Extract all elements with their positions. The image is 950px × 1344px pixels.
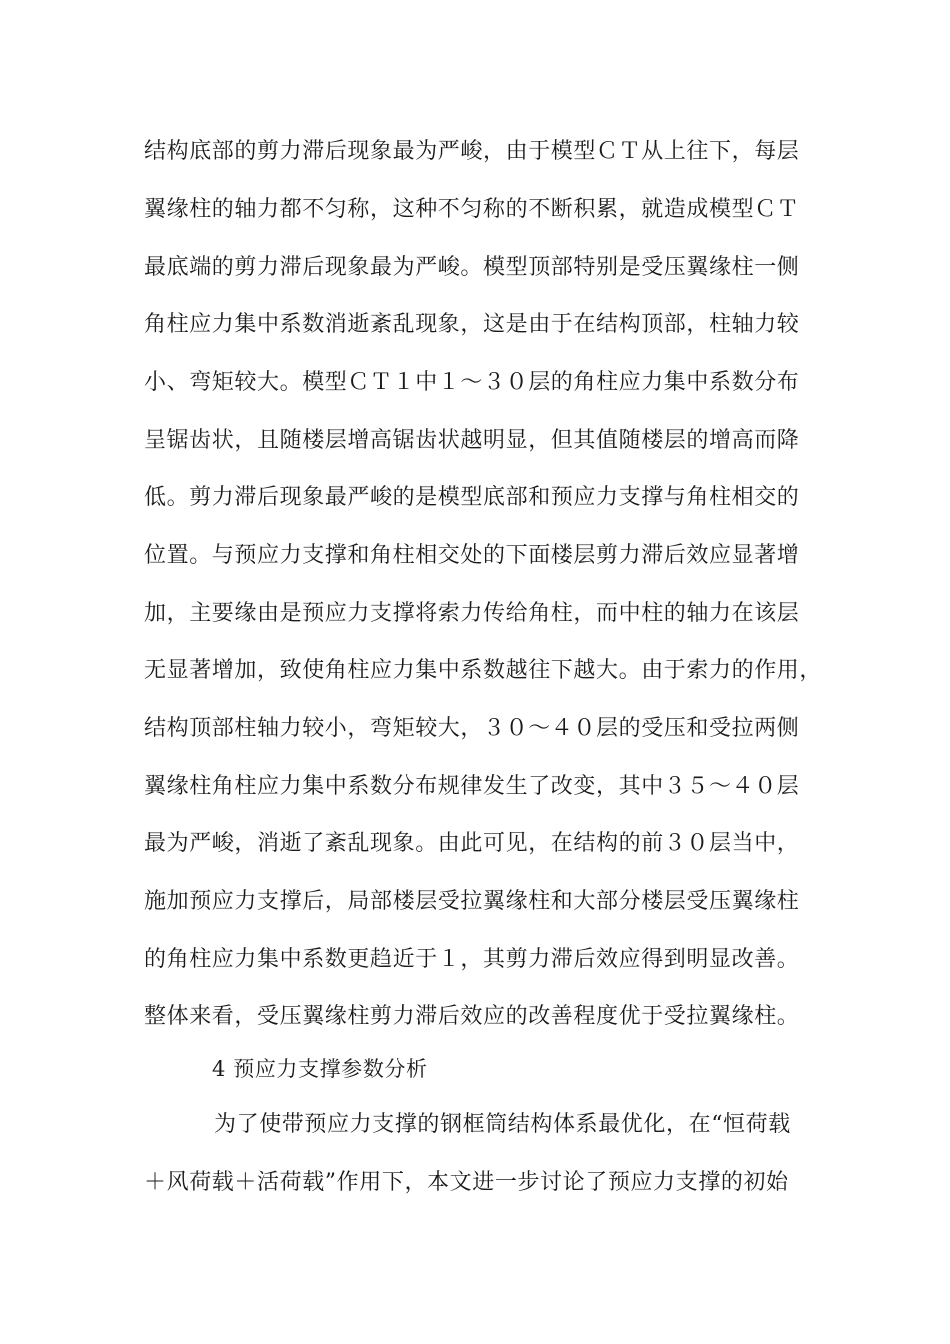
body-text-line: 整体来看，受压翼缘柱剪力滞后效应的改善程度优于受拉翼缘柱。 (144, 1004, 800, 1029)
body-text-line: 加，主要缘由是预应力支撑将索力传给角柱，而中柱的轴力在该层 (144, 601, 800, 626)
body-text-line: 小、弯矩较大。模型ＣＴ１中１～３０层的角柱应力集中系数分布 (144, 370, 800, 395)
body-text-line: 最底端的剪力滞后现象最为严峻。模型顶部特别是受压翼缘柱一侧 (144, 255, 800, 280)
body-text-line: 呈锯齿状，且随楼层增高锯齿状越明显，但其值随楼层的增高而降 (144, 428, 800, 453)
body-text-line: 施加预应力支撑后，局部楼层受拉翼缘柱和大部分楼层受压翼缘柱 (144, 889, 800, 914)
body-text-line: 结构顶部柱轴力较小，弯矩较大，３０～４０层的受压和受拉两侧 (144, 716, 800, 741)
body-text-line: 最为严峻，消逝了紊乱现象。由此可见，在结构的前３０层当中， (144, 831, 800, 856)
body-text-line: ＋风荷载＋活荷载”作用下，本文进一步讨论了预应力支撑的初始 (144, 1170, 789, 1195)
body-text-line: 的角柱应力集中系数更趋近于１，其剪力滞后效应得到明显改善。 (144, 947, 800, 972)
body-text-line: 低。剪力滞后现象最严峻的是模型底部和预应力支撑与角柱相交的 (144, 485, 800, 510)
body-text-line: 为了使带预应力支撑的钢框筒结构体系最优化，在“恒荷载 (214, 1112, 791, 1137)
body-text-line: 翼缘柱的轴力都不匀称，这种不匀称的不断积累，就造成模型ＣＴ (144, 197, 800, 222)
body-text-line: 无显著增加，致使角柱应力集中系数越往下越大。由于索力的作用， (144, 658, 823, 683)
body-text-line: 翼缘柱角柱应力集中系数分布规律发生了改变，其中３５～４０层 (144, 774, 800, 799)
body-text-line: 角柱应力集中系数消逝紊乱现象，这是由于在结构顶部，柱轴力较 (144, 312, 800, 337)
body-text-line: 位置。与预应力支撑和角柱相交处的下面楼层剪力滞后效应显著增 (144, 543, 800, 568)
section-heading: 4 预应力支撑参数分析 (212, 1057, 428, 1081)
body-text-line: 结构底部的剪力滞后现象最为严峻，由于模型ＣＴ从上往下，每层 (144, 139, 800, 164)
